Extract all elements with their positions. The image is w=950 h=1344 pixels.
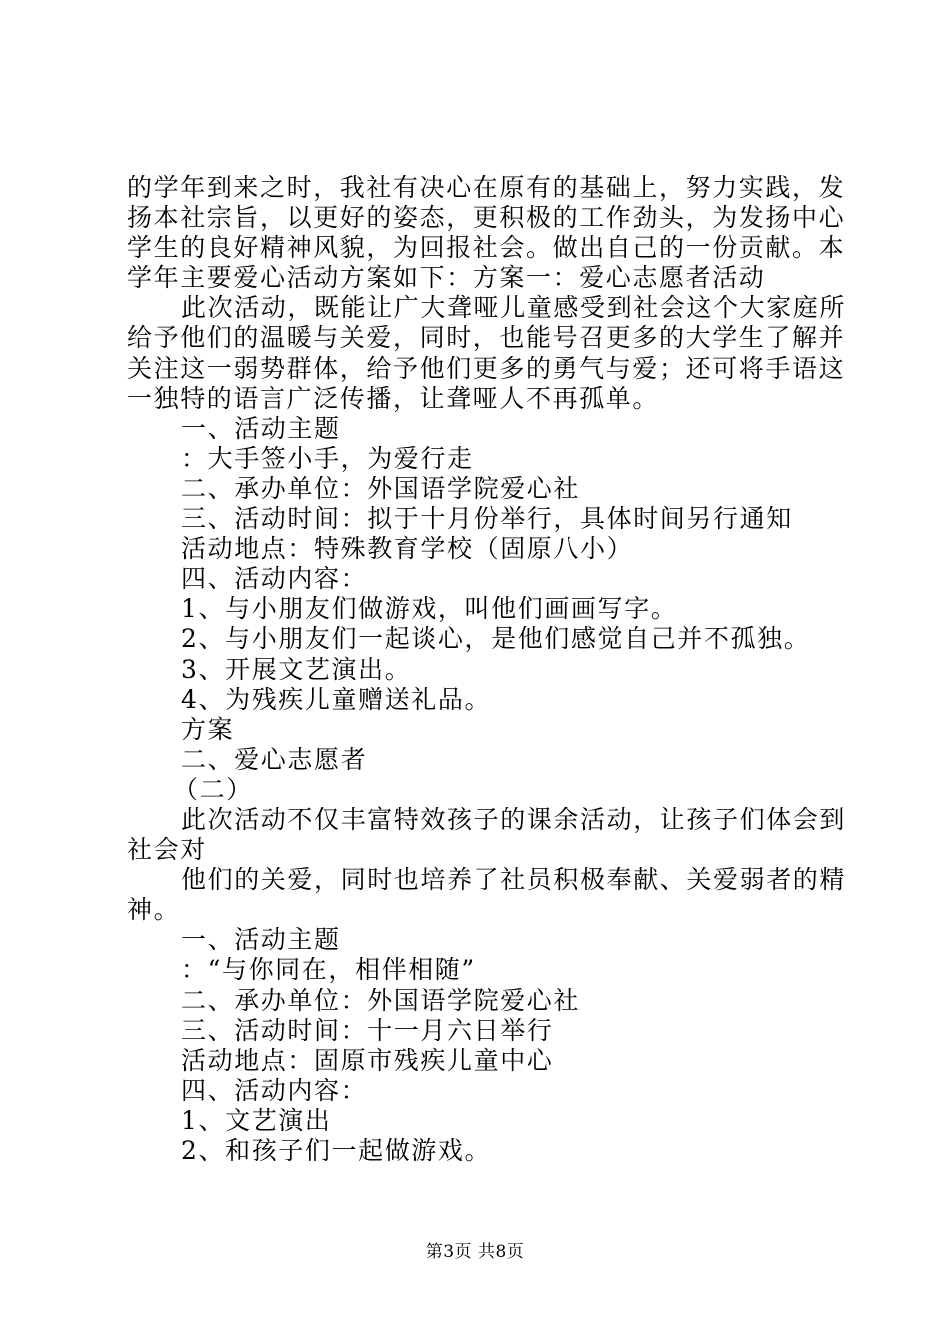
text-line: 2、和孩子们一起做游戏。: [181, 1136, 492, 1165]
text-line: 一、活动主题: [181, 925, 341, 955]
text-line: 给予他们的温暖与关爱，同时，也能号召更多的大学生了解并: [127, 323, 846, 353]
text-line: ：“与你同在，相伴相随”: [181, 955, 476, 985]
text-line: 三、活动时间：拟于十月份举行，具体时间另行通知: [181, 504, 793, 534]
text-line: 四、活动内容：: [181, 564, 368, 594]
text-line: 关注这一弱势群体，给予他们更多的勇气与爱；还可将手语这: [127, 353, 846, 383]
text-line: （二）: [173, 774, 253, 804]
text-line: 二、爱心志愿者: [181, 744, 368, 774]
text-line: 四、活动内容：: [181, 1075, 368, 1105]
text-line: 扬本社宗旨，以更好的姿态，更积极的工作劲头，为发扬中心: [127, 203, 846, 233]
text-line: 三、活动时间：十一月六日举行: [181, 1015, 554, 1045]
text-line: 二、承办单位：外国语学院爱心社: [181, 473, 581, 503]
text-line: 此次活动，既能让广大聋哑儿童感受到社会这个大家庭所: [181, 293, 847, 323]
text-line: 社会对: [127, 835, 207, 865]
page-footer: 第3页 共8页: [425, 1242, 525, 1262]
text-line: 方案: [181, 714, 235, 744]
text-line: 4、为残疾儿童赠送礼品。: [181, 684, 492, 714]
text-line: 一、活动主题: [181, 413, 341, 443]
text-line: 2、与小朋友们一起谈心，是他们感觉自己并不孤独。: [181, 624, 811, 654]
text-line: 3、开展文艺演出。: [181, 654, 412, 684]
text-line: 1、与小朋友们做游戏，叫他们画画写字。: [181, 594, 678, 624]
text-line: 活动地点：固原市残疾儿童中心: [181, 1045, 554, 1075]
text-line: 一独特的语言广泛传播，让聋哑人不再孤单。: [127, 383, 660, 413]
body-text: [127, 173, 847, 1166]
text-line: 他们的关爱，同时也培养了社员积极奉献、关爱弱者的精: [181, 865, 847, 895]
text-line: 神。: [127, 895, 181, 925]
text-line: 的学年到来之时，我社有决心在原有的基础上，努力实践，发: [127, 173, 846, 202]
text-line: 二、承办单位：外国语学院爱心社: [181, 985, 581, 1015]
text-line: 活动地点：特殊教育学校（固原八小）: [181, 534, 634, 564]
text-line: 学年主要爱心活动方案如下：方案一：爱心志愿者活动: [127, 263, 766, 293]
text-line: 1、文艺演出: [181, 1105, 332, 1135]
text-line: 学生的良好精神风貌，为回报社会。做出自己的一份贡献。本: [127, 233, 846, 263]
text-line: 此次活动不仅丰富特效孩子的课余活动，让孩子们体会到: [181, 804, 847, 834]
text-line: ：大手签小手，为爱行走: [181, 443, 474, 473]
